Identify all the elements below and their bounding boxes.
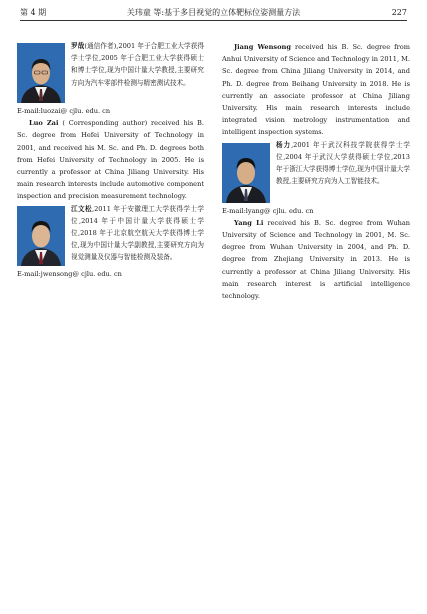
author-bio-en-text: ( Corresponding author) received his B. Sc. degree from Hefei University of Technology in 2001, and received his M. Sc. and Ph. D. degrees both from Hefei University of Technology in 2005. He is currently a professor at China Jiliang University. His main research interests include automotive component inspection and precision measurement technology. — [17, 119, 204, 201]
author-bio-en — [222, 217, 410, 302]
author-bio-en-text: received his B. Sc. degree from Wuhan University of Science and Technology in 2001, M. Sc. degree from Wuhan University in 2004, and Ph. D. degree from Zhejiang University in 2013. He is currently a professor at China Jiliang University. His main research interest is artificial intelligence technology. — [222, 218, 410, 301]
right-column — [222, 41, 410, 302]
running-title: 关玮童 等:基于多目视觉的立体靶标位姿测量方法 — [126, 8, 301, 17]
page-number: 227 — [391, 8, 407, 17]
author-bio-cn-text: (通信作者),2001 年于合肥工业大学获得学士学位,2005 年于合肥工业大学获得硕士和博士学位,现为中国计量大学教授,主要研究方向为汽车零部件检测与精密测试技术。 — [71, 42, 205, 87]
author-email: E-mail:lyang@ cjlu. edu. cn — [222, 206, 314, 215]
author-name-cn: 杨力 — [276, 140, 292, 149]
running-header — [20, 6, 407, 21]
author-name-cn: 罗哉 — [71, 42, 85, 50]
author-photo-jiang-wensong — [17, 206, 65, 266]
author-name-en: Jiang Wensong — [234, 43, 291, 51]
author-name-cn: 江文松 — [71, 204, 93, 213]
author-bio-en — [222, 41, 410, 139]
author-bio-en-text: received his B. Sc. degree from Anhui University of Science and Technology in 2011, M. Sc. degree from China Jiliang University in 2014, and Ph. D. degree from Beihang University in 2018. He is currently an associate professor at China Jiliang University. His main research interests include integrated vision metrology instrumentation and intelligent inspection systems. — [222, 43, 410, 137]
author-name-en: Luo Zai — [29, 119, 59, 128]
author-email: E-mail:jwensong@ cjlu. edu. cn — [17, 269, 122, 278]
issue-number: 第 4 期 — [20, 8, 47, 17]
author-photo-luo-zai — [17, 43, 65, 103]
author-bio-cn-text: ,2011 年于安徽理工大学获得学士学位,2014 年于中国计量大学获得硕士学位,2018 年于北京航空航天大学获得博士学位,现为中国计量大学副教授,主要研究方向为视觉测量及仪器与智能检测及装备。 — [71, 204, 205, 262]
author-photo-yang-li — [222, 143, 270, 203]
author-bio-en — [17, 117, 204, 202]
author-email: E-mail:luozai@ cjlu. edu. cn — [17, 107, 111, 115]
author-name-en: Yang Li — [234, 218, 264, 227]
left-column — [17, 40, 204, 280]
author-bio-cn-text: ,2001 年于武汉科技学院获得学士学位,2004 年于武汉大学获得硕士学位,2013 年于浙江大学获得博士学位,现为中国计量大学教授,主要研究方向为人工智能技术。 — [276, 140, 410, 186]
